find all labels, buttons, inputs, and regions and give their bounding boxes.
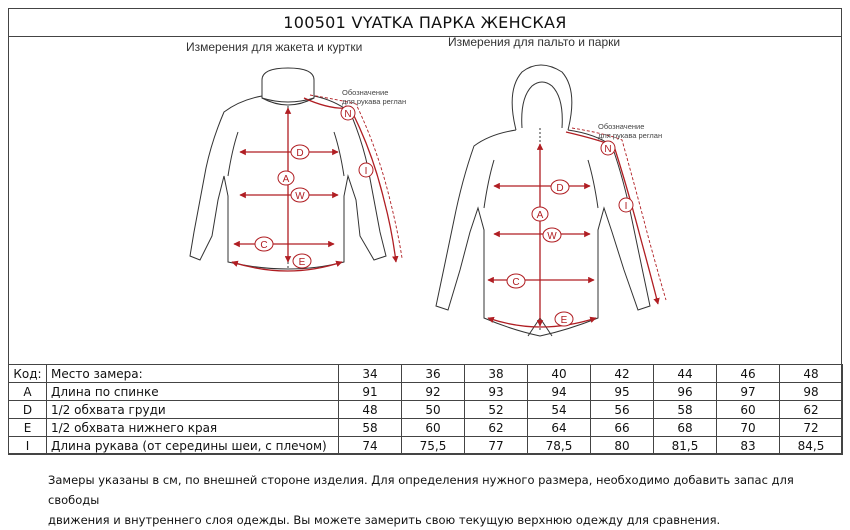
page-title: 100501 VYATKA ПАРКА ЖЕНСКАЯ xyxy=(9,9,841,37)
row-value: 48 xyxy=(339,401,402,419)
row-value: 52 xyxy=(465,401,528,419)
row-value: 56 xyxy=(591,401,654,419)
row-value: 74 xyxy=(339,437,402,455)
row-label: Длина рукава (от середины шеи, с плечом) xyxy=(47,437,339,455)
row-label: 1/2 обхвата нижнего края xyxy=(47,419,339,437)
row-value: 60 xyxy=(717,401,780,419)
row-code: E xyxy=(9,419,47,437)
parka-marker-w xyxy=(543,228,561,242)
parka-marker-d xyxy=(551,180,569,194)
row-value: 58 xyxy=(339,419,402,437)
svg-text:A: A xyxy=(282,174,290,185)
parka-marker-n xyxy=(601,141,615,155)
parka-raglan-note-line2: для рукава реглан xyxy=(598,131,663,140)
row-value: 62 xyxy=(780,401,843,419)
svg-text:A: A xyxy=(536,210,544,221)
row-value: 80 xyxy=(591,437,654,455)
header-size-44: 44 xyxy=(654,365,717,383)
jacket-marker-a xyxy=(278,171,294,185)
svg-text:I: I xyxy=(364,166,368,177)
row-value: 75,5 xyxy=(402,437,465,455)
row-value: 66 xyxy=(591,419,654,437)
jacket-raglan-note-line2: для рукава реглан xyxy=(342,97,407,106)
parka-measurements xyxy=(488,128,666,327)
row-code: I xyxy=(9,437,47,455)
row-value: 97 xyxy=(717,383,780,401)
table-row xyxy=(9,437,843,455)
measurement-note xyxy=(48,470,828,530)
row-label: Длина по спинке xyxy=(47,383,339,401)
svg-text:I: I xyxy=(624,201,628,212)
jacket-raglan-note-line1: Обозначение xyxy=(342,88,389,97)
row-label: 1/2 обхвата груди xyxy=(47,401,339,419)
row-value: 77 xyxy=(465,437,528,455)
row-value: 50 xyxy=(402,401,465,419)
row-value: 92 xyxy=(402,383,465,401)
row-value: 95 xyxy=(591,383,654,401)
row-value: 68 xyxy=(654,419,717,437)
row-value: 94 xyxy=(528,383,591,401)
table-header-row xyxy=(9,365,843,383)
row-value: 72 xyxy=(780,419,843,437)
jacket-caption: Измерения для жакета и куртки xyxy=(186,40,363,54)
row-value: 84,5 xyxy=(780,437,843,455)
header-size-46: 46 xyxy=(717,365,780,383)
parka-illustration xyxy=(436,65,650,336)
row-code: D xyxy=(9,401,47,419)
svg-text:E: E xyxy=(298,257,306,268)
svg-text:W: W xyxy=(295,191,305,202)
header-size-36: 36 xyxy=(402,365,465,383)
parka-marker-e xyxy=(555,312,573,326)
table-row xyxy=(9,401,843,419)
row-value: 81,5 xyxy=(654,437,717,455)
parka-caption: Измерения для пальто и парки xyxy=(448,35,621,49)
parka-raglan-note-line1: Обозначение xyxy=(598,122,645,131)
row-value: 58 xyxy=(654,401,717,419)
table-row xyxy=(9,383,843,401)
parka-marker-a xyxy=(532,207,548,221)
jacket-marker-e xyxy=(293,254,311,268)
row-value: 70 xyxy=(717,419,780,437)
header-size-38: 38 xyxy=(465,365,528,383)
header-size-40: 40 xyxy=(528,365,591,383)
svg-text:E: E xyxy=(560,315,568,326)
parka-marker-c xyxy=(507,274,525,288)
table-row xyxy=(9,419,843,437)
jacket-marker-c xyxy=(255,237,273,251)
row-value: 83 xyxy=(717,437,780,455)
svg-text:N: N xyxy=(604,144,612,155)
jacket-marker-n xyxy=(341,106,355,120)
parka-marker-i xyxy=(619,198,633,212)
svg-text:D: D xyxy=(296,148,304,159)
row-code: A xyxy=(9,383,47,401)
svg-text:C: C xyxy=(512,277,520,288)
jacket-marker-i xyxy=(359,163,373,177)
row-value: 96 xyxy=(654,383,717,401)
header-size-42: 42 xyxy=(591,365,654,383)
svg-text:N: N xyxy=(344,109,352,120)
row-value: 93 xyxy=(465,383,528,401)
svg-text:D: D xyxy=(556,183,564,194)
header-size-48: 48 xyxy=(780,365,843,383)
svg-text:W: W xyxy=(547,231,557,242)
row-value: 98 xyxy=(780,383,843,401)
row-value: 60 xyxy=(402,419,465,437)
note-line-2: движения и внутреннего слоя одежды. Вы можете замерить свою текущую верхнюю одежду для сравнения. xyxy=(48,513,721,527)
header-measure: Место замера: xyxy=(47,365,339,383)
svg-text:C: C xyxy=(260,240,268,251)
note-line-1: Замеры указаны в см, по внешней стороне изделия. Для определения нужного размера, необходимо добавить запас для свободы xyxy=(48,473,794,507)
jacket-marker-d xyxy=(291,145,309,159)
row-value: 78,5 xyxy=(528,437,591,455)
row-value: 64 xyxy=(528,419,591,437)
jacket-marker-w xyxy=(291,188,309,202)
row-value: 54 xyxy=(528,401,591,419)
row-value: 91 xyxy=(339,383,402,401)
header-size-34: 34 xyxy=(339,365,402,383)
header-code: Код: xyxy=(9,365,47,383)
row-value: 62 xyxy=(465,419,528,437)
size-table xyxy=(8,364,843,455)
